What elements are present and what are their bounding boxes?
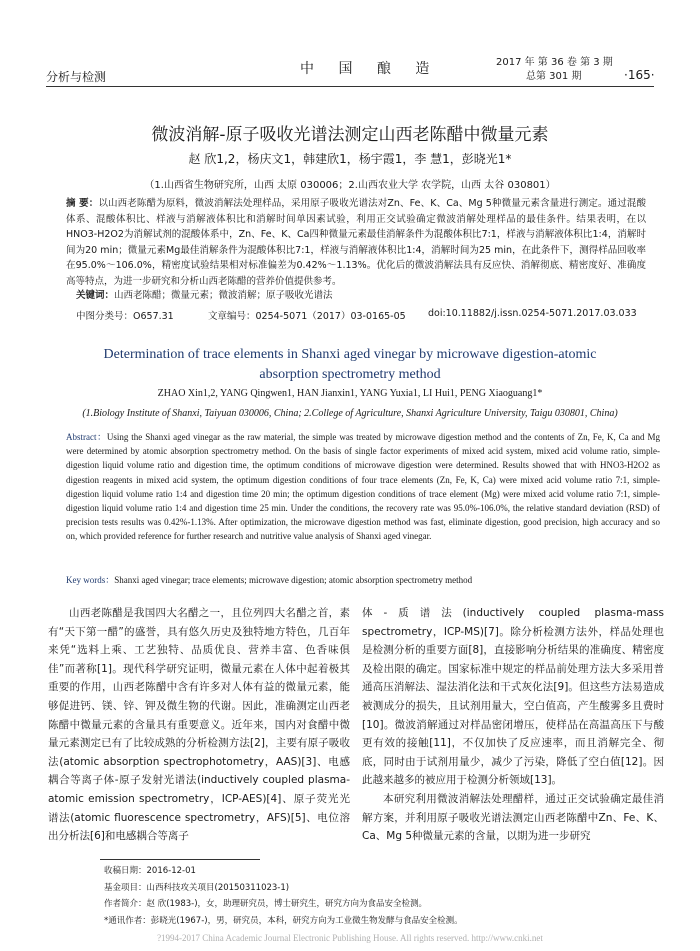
footnote-rule — [100, 859, 260, 860]
issue-info — [496, 56, 613, 84]
clc-number: 中图分类号：O657.31 — [76, 311, 174, 322]
abstract-en — [66, 430, 660, 544]
title-en: Determination of trace elements in Shanxi aged vinegar by microwave digestion-atomic absorption spectrometry method — [103, 347, 597, 382]
footnote-received: 收稿日期：2016-12-01 — [104, 866, 196, 876]
doi: doi:10.11882/j.issn.0254-5071.2017.03.033 — [428, 308, 637, 319]
keywords-cn-text: 山西老陈醋；微量元素；微波消解；原子吸收光谱法 — [114, 290, 333, 301]
header-rule — [46, 86, 654, 87]
affiliation-cn: （1.山西省生物研究所，山西 太原 030006；2.山西农业大学 农学院，山西 太谷 030801） — [144, 180, 556, 191]
footnotes — [104, 863, 463, 929]
keywords-en-text: Shanxi aged vinegar; trace elements; microwave digestion; atomic absorption spectrometry method — [114, 575, 473, 585]
keywords-cn-label: 关键词： — [76, 290, 115, 301]
copyright-notice: ?1994-2017 China Academic Journal Electronic Publishing House. All rights reserved. http://www.cnki.net — [157, 933, 543, 943]
page-number: ·165· — [624, 68, 655, 82]
affiliation-en: (1.Biology Institute of Shanxi, Taiyuan 030006, China; 2.College of Agriculture, Shanxi Agriculture University, Taigu 030801, China) — [82, 408, 618, 419]
abstract-cn-label: 摘 要： — [66, 198, 99, 209]
footnote-author: 作者简介：赵 欣(1983-)，女，助理研究员，博士研究生，研究方向为食品安全检测。 — [104, 899, 428, 909]
journal-name: 中 国 酿 造 — [300, 61, 440, 77]
abstract-cn-text: 以山西老陈醋为原料，微波消解法处理样品，采用原子吸收光谱法对Zn、Fe、K、Ca、Mg 5种微量元素含量进行测定。通过混酸体系、混酸体积比、样液与消解液体积比和消解时间单因素试验，利用正交试验确定微波消解处理样品的最佳条件。结果表明，在以HNO3-H2O2为消解试剂的混酸体系中，Zn、Fe、K、Ca四种微量元素最佳消解条件为混酸体积比7:1，样液与消解液体积比1:4，消解时间为20 min；微量元素Mg最佳消解条件为混酸体积比7:1，样液与消解液体积比1:4，消解时间为25 min，在此条件下，测得样品回收率在95.0%～106.0%，精密度试验结果相对标准偏差为0.42%～1.13%。优化后的微波消解法具有反应快、消解彻底、精密度好、准确度高等特点，为进一步研究和分析山西老陈醋的营养价值提供参考。 — [66, 198, 646, 287]
document-code: 文章编号：0254-5071（2017）03-0165-05 — [208, 311, 406, 322]
authors-en: ZHAO Xin1,2, YANG Qingwen1, HAN Jianxin1, YANG Yuxia1, LI Hui1, PENG Xiaoguang1* — [157, 388, 543, 399]
body-paragraph: 山西老陈醋是我国四大名醋之一，且位列四大名醋之首，素有“天下第一醋”的盛誉，具有悠久历史及独特地方特色，几百年来凭“选料上乘、工艺独特、品质优良、营养丰富、色香味俱佳”而著称[1]。现代科学研究证明，微量元素在人体中起着极其重要的作用，山西老陈醋中含有许多对人体有益的微量元素，能够促进钙、镁、锌、钾及微生物的代谢。因此，准确测定山西老陈醋中微量元素的含量具有重要意义。近年来，国内对食醋中微量元素测定已有了比较成熟的分析检测方法[2]，主要有原子吸收法(atomic absorption spectrophotometry，AAS)[3]、电感耦合等离子体-原子发射光谱法(inductively coupled plasma-atomic emission spectrometry，ICP-AES)[4]、原子荧光光谱法(atomic fluorescence spectrometry，AFS)[5]、电位溶出分析法[6]和电感耦合等离子 — [48, 607, 350, 843]
footnote-fund: 基金项目：山西科技攻关项目(20150311023-1) — [104, 882, 290, 893]
keywords-cn — [76, 287, 333, 301]
abstract-en-text: Using the Shanxi aged vinegar as the raw material, the simple was treated by microwave digestion method and the contents of Zn, Fe, K, Ca and Mg were determined by atomic absorption spectrometry method. On the basis of single factor experiments of mixed acid system, mixed acid volume ratio, simple-digestion liquid volume ratio and digestion time, the optimum conditions of microwave digestion were determined. Results showed that with HNO3-H2O2 as digestion reagents in mixed acid system, the optimum digestion conditions of four trace elements (Zn, Fe, K, Ca) were mixed acid volume ratio 7:1, simple-digestion liquid volume ratio 1:4 and digestion time 20 min; the optimum digestion conditions of trace element (Mg) were mixed acid volume ratio 7:1, simple-digestion liquid volume ratio 1:4 and digestion time 25 min. Under the conditions, the recovery rate was 95.0%-106.0%, the relative standard deviation (RSD) of precision tests results was 0.42%-1.13%. After optimization, the microwave digestion method was fast, eliminate digestion, good precision, high accuracy and so on, which provided reference for further research and nutritive value analysis of Shanxi aged vinegar. — [66, 432, 660, 542]
abstract-cn — [66, 196, 646, 289]
issue-line-1: 2017 年 第 36 卷 第 3 期 — [496, 57, 613, 68]
title-cn: 微波消解-原子吸收光谱法测定山西老陈醋中微量元素 — [151, 125, 549, 145]
keywords-en-label: Key words： — [66, 575, 115, 585]
keywords-en — [66, 573, 472, 586]
footnote-corresponding: *通讯作者：彭晓光(1967-)，男，研究员，本科，研究方向为工业微生物发酵与食品安全检测。 — [104, 915, 463, 926]
body-column-right — [362, 604, 664, 846]
authors-cn: 赵 欣1,2，杨庆文1，韩建欣1，杨宇霞1，李 慧1，彭晓光1* — [188, 152, 512, 166]
abstract-en-label: Abstract： — [66, 432, 107, 442]
issue-line-2: 总第 301 期 — [526, 71, 582, 82]
body-paragraph: 体-质谱法(inductively coupled plasma-mass spectrometry，ICP-MS)[7]。除分析检测方法外，样品处理也是检测分析的重要方面[8]，直接影响分析结果的准确度、精密度及检出限的确定。国家标准中规定的样品前处理方法大多采用普通高压消解法、湿法消化法和干式灰化法[9]。但这些方法易造成被测成分的损失，且试剂用量大，空白值高，产生酸雾多且费时[10]。微波消解通过对样品密闭增压，使样品在高温高压下与酸更有效的接触[11]，不仅加快了反应速率，而且消解完全、彻底，同时由于试剂用量少，减少了污染，降低了空白值[12]。因此越来越多的被应用于检测分析领域[13]。 — [362, 607, 664, 787]
body-paragraph: 本研究利用微波消解法处理醋样，通过正交试验确定最佳消解方案，并利用原子吸收光谱法测定山西老陈醋中Zn、Fe、K、Ca、Mg 5种微量元素的含量，以期为进一步研究 — [362, 792, 664, 843]
section-label: 分析与检测 — [46, 70, 107, 84]
body-column-left — [48, 604, 350, 846]
